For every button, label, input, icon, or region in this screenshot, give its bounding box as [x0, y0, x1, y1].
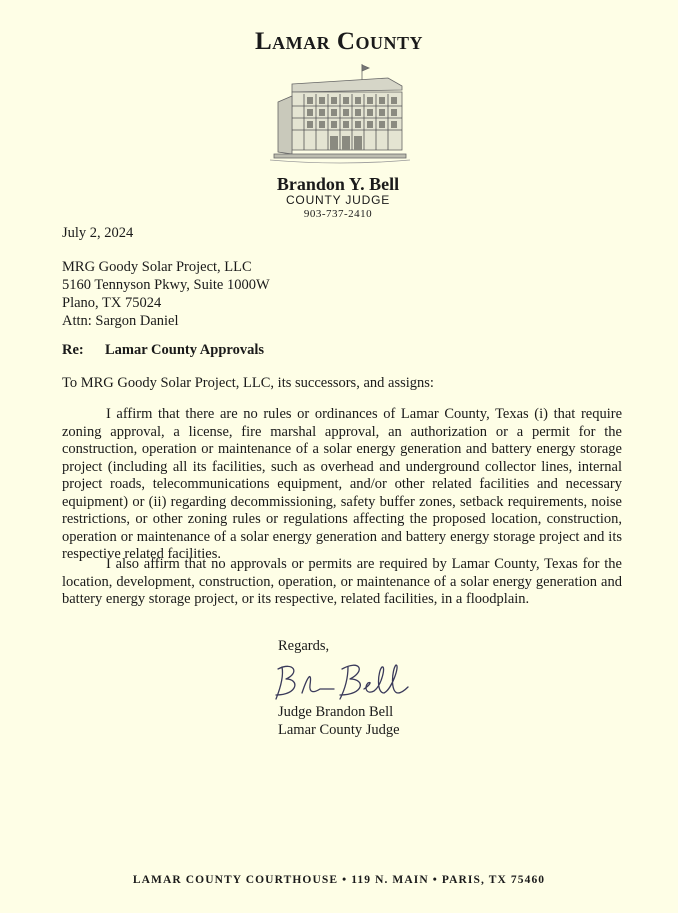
recipient-line: 5160 Tennyson Pkwy, Suite 1000W: [62, 277, 270, 293]
handwritten-signature: [268, 655, 418, 705]
body-paragraph: I affirm that there are no rules or ordinances of Lamar County, Texas (i) that require zoning approval, a license, fire marshal approval, an authorization or a permit for the construction, operation or maintenance of a solar energy generation and battery energy storage project (including all its facilities, such as overhead and underground collector lines, internal project roads, telecommunications equipment, and/or other related facilities and necessary equipment) or (ii) regarding decommissioning, safety buffer zones, setback requirements, noise restrictions, or other zoning rules or regulations affecting the proposed location, construction, operation or maintenance of a solar energy generation and battery energy storage project and its respective related facilities.: [62, 406, 622, 562]
closing: Regards,: [278, 638, 330, 654]
official-name: Brandon Y. Bell: [276, 174, 400, 194]
courthouse-illustration: [270, 62, 410, 167]
signer-name: Judge Brandon Bell: [278, 704, 394, 720]
signer-title: Lamar County Judge: [278, 722, 400, 738]
subject-text: Lamar County Approvals: [105, 342, 264, 358]
subject-line: [62, 341, 264, 359]
official-title: COUNTY JUDGE: [285, 193, 391, 207]
recipient-line: MRG Goody Solar Project, LLC: [62, 259, 252, 275]
footer-address: LAMAR COUNTY COURTHOUSE • 119 N. MAIN • PARIS, TX 75460: [132, 874, 546, 886]
subject-label: Re:: [62, 342, 84, 358]
official-phone: 903-737-2410: [303, 208, 373, 220]
body-paragraph: I also affirm that no approvals or permits are required by Lamar County, Texas for the location, development, construction, operation, or maintenance of a solar energy generation and battery energy storage project, or its respective, related facilities, in a floodplain.: [62, 556, 622, 607]
letterhead-title: Lamar County: [255, 28, 423, 55]
recipient-address: [62, 258, 270, 330]
letter-date: July 2, 2024: [62, 225, 134, 241]
recipient-line: Plano, TX 75024: [62, 295, 162, 311]
salutation: To MRG Goody Solar Project, LLC, its successors, and assigns:: [62, 375, 434, 391]
recipient-line: Attn: Sargon Daniel: [62, 313, 179, 329]
